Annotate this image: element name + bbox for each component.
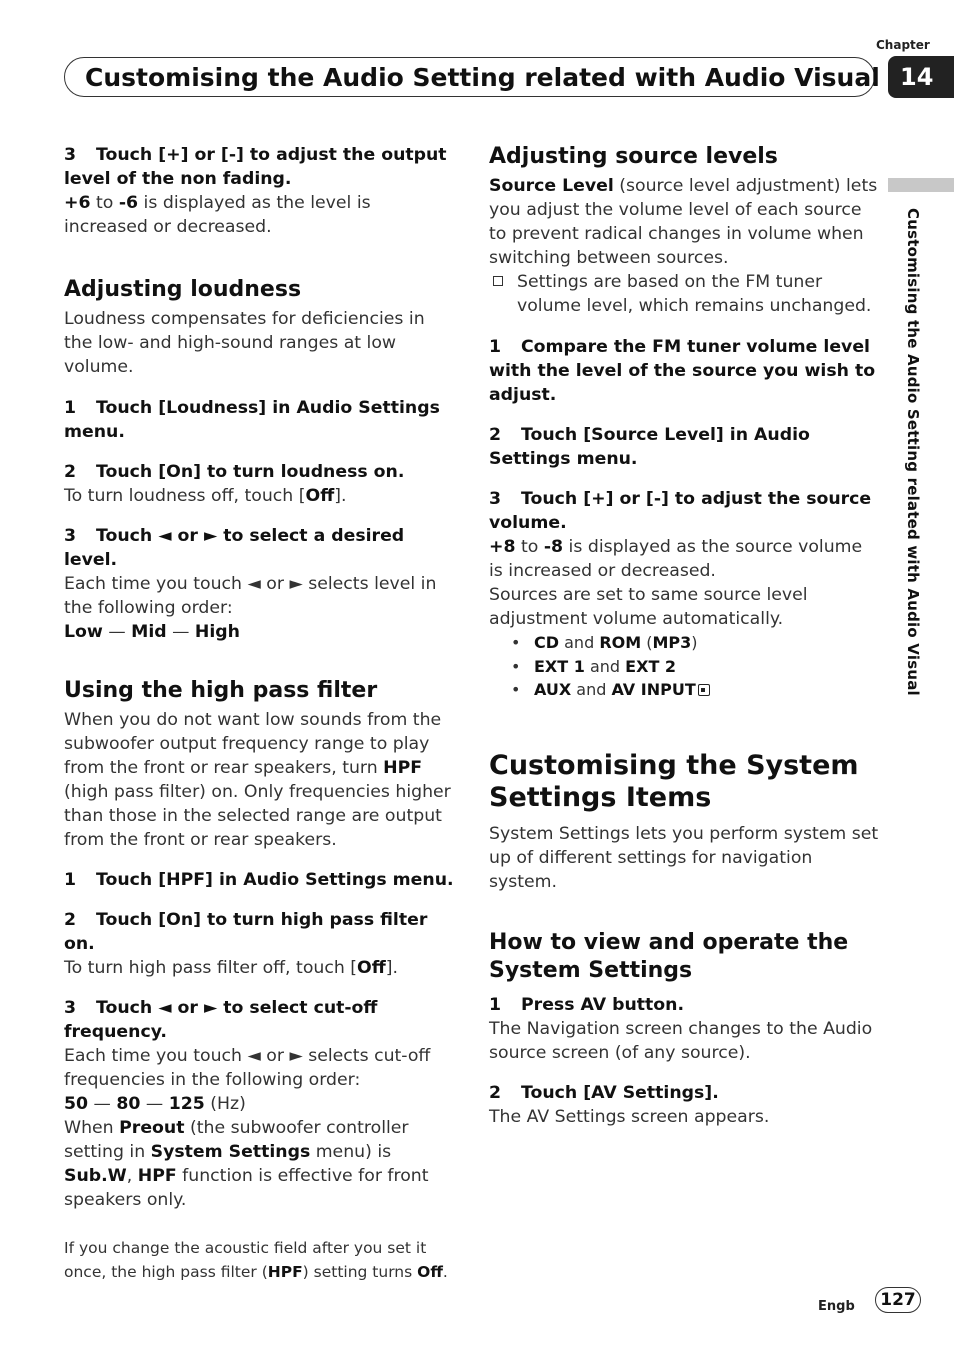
- loudness-step-3-desc: Each time you touch ◄ or ► selects level in the following order:: [64, 574, 437, 618]
- chapter-label: Chapter: [876, 38, 930, 52]
- left-column: [64, 143, 454, 1284]
- source-step-3-desc2: Sources are set to same source level adjustment volume automatically.: [489, 585, 808, 629]
- source-step-2: 2 Touch [Source Level] in Audio Settings menu.: [489, 425, 810, 469]
- stop-icon: [698, 684, 710, 696]
- note-box-icon: [493, 276, 503, 286]
- source-intro: Source Level (source level adjustment) lets you adjust the volume level of each source to prevent radical changes in volume when switching between sources.: [489, 176, 878, 268]
- hpf-step-1: 1 Touch [HPF] in Audio Settings menu.: [64, 870, 454, 890]
- system-subheading: How to view and operate the System Settings: [489, 929, 849, 983]
- page-number: 127: [875, 1287, 921, 1313]
- system-step-1: 1 Press AV button.: [489, 994, 685, 1015]
- system-intro: System Settings lets you perform system set up of different settings for navigation system.: [489, 823, 879, 892]
- side-tab-text: Customising the Audio Setting related with Audio Visual: [904, 208, 922, 696]
- hpf-frequencies: 50 — 80 — 125 (Hz): [64, 1094, 246, 1114]
- source-bullet-aux: • AUX and AV INPUT: [489, 678, 879, 702]
- chapter-number: 14: [888, 56, 954, 98]
- fade-step-3: 3 Touch [+] or [-] to adjust the output level of the non fading.: [64, 145, 447, 189]
- source-bullet-ext: • EXT 1 and EXT 2: [489, 655, 879, 679]
- source-note: Settings are based on the FM tuner volume level, which remains unchanged.: [489, 270, 879, 318]
- right-column: [489, 143, 879, 1129]
- hpf-step-2-desc: To turn high pass filter off, touch [Off].: [64, 958, 398, 978]
- hpf-intro: When you do not want low sounds from the subwoofer output frequency range to play from the front or rear speakers, turn HPF (high pass filter) on. Only frequencies higher than those in the selected range are output from the front or rear speakers.: [64, 710, 451, 850]
- source-bullet-cd-rom: • CD and ROM (MP3): [489, 631, 879, 655]
- loudness-step-1: 1 Touch [Loudness] in Audio Settings menu.: [64, 398, 440, 442]
- hpf-preout-note: When Preout (the subwoofer controller setting in System Settings menu) is Sub.W, HPF function is effective for front speakers only.: [64, 1118, 429, 1210]
- loudness-heading: Adjusting loudness: [64, 277, 302, 302]
- footer-language: Engb: [818, 1299, 855, 1314]
- system-step-2: 2 Touch [AV Settings].: [489, 1082, 719, 1103]
- system-step-2-desc: The AV Settings screen appears.: [489, 1106, 770, 1127]
- loudness-step-3: 3 Touch ◄ or ► to select a desired level.: [64, 526, 405, 570]
- loudness-step-2-desc: To turn loudness off, touch [Off].: [64, 486, 347, 506]
- hpf-footnote: If you change the acoustic field after you set it once, the high pass filter (HPF) setting turns Off.: [64, 1239, 448, 1281]
- loudness-intro: Loudness compensates for deficiencies in the low- and high-sound ranges at low volume.: [64, 309, 425, 377]
- fade-step-3-desc: +6 to -6 is displayed as the level is increased or decreased.: [64, 193, 371, 237]
- system-step-1-desc: The Navigation screen changes to the Audio source screen (of any source).: [489, 1018, 873, 1063]
- hpf-step-2: 2 Touch [On] to turn high pass filter on.: [64, 910, 428, 954]
- loudness-levels: Low — Mid — High: [64, 622, 240, 642]
- system-heading: Customising the System Settings Items: [489, 749, 859, 813]
- hpf-step-3: 3 Touch ◄ or ► to select cut-off frequency.: [64, 998, 378, 1042]
- page-title: Customising the Audio Setting related with Audio Visual: [64, 57, 875, 97]
- source-step-1: 1 Compare the FM tuner volume level with the level of the source you wish to adjust.: [489, 337, 876, 405]
- source-step-3: 3 Touch [+] or [-] to adjust the source volume.: [489, 489, 872, 533]
- source-step-3-desc: +8 to -8 is displayed as the source volume is increased or decreased.: [489, 537, 863, 581]
- loudness-step-2: 2 Touch [On] to turn loudness on.: [64, 462, 405, 482]
- hpf-heading: Using the high pass filter: [64, 678, 378, 703]
- side-tab-marker: [888, 178, 954, 192]
- hpf-step-3-desc: Each time you touch ◄ or ► selects cut-off frequencies in the following order:: [64, 1046, 431, 1090]
- source-heading: Adjusting source levels: [489, 144, 778, 169]
